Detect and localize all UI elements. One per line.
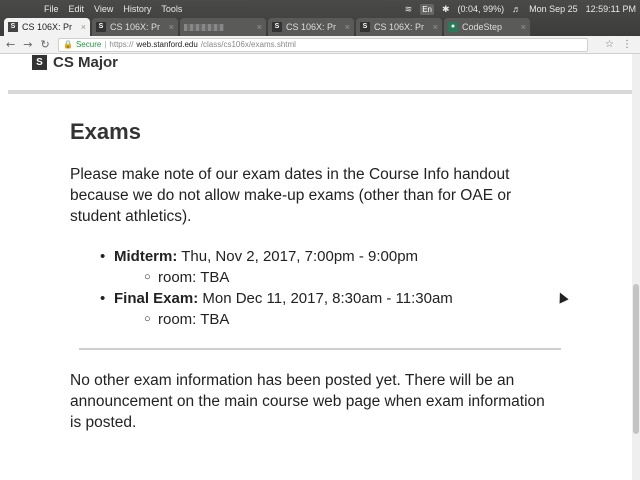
- page-title: Exams: [70, 119, 141, 144]
- browser-top-bar: [0, 0, 640, 36]
- exam-date: Thu, Nov 2, 2017, 7:00pm - 9:00pm: [177, 248, 419, 265]
- close-icon[interactable]: ×: [80, 22, 86, 32]
- language-indicator[interactable]: En: [422, 4, 432, 14]
- bookmark-star-icon[interactable]: ☆: [605, 39, 614, 50]
- close-icon[interactable]: ×: [520, 22, 526, 32]
- menu-file[interactable]: File: [44, 4, 59, 14]
- exam-details: [114, 267, 453, 288]
- secure-label: Secure: [75, 40, 102, 49]
- url-separator: |: [104, 40, 107, 49]
- menu-dots-icon[interactable]: ⋮: [622, 39, 632, 50]
- close-icon[interactable]: ×: [432, 22, 438, 32]
- tab-blurred[interactable]: [180, 18, 266, 36]
- menu-tools[interactable]: Tools: [161, 4, 183, 14]
- tab-cs106x-2[interactable]: [92, 18, 178, 36]
- stanford-favicon-icon: S: [8, 22, 18, 32]
- back-arrow-icon[interactable]: ←: [6, 38, 16, 51]
- blurred-tab-content: [184, 24, 224, 31]
- url-path: /class/cs106x/exams.shtml: [200, 40, 296, 49]
- stanford-favicon-icon: S: [360, 22, 370, 32]
- footer-paragraph: No other exam information has been posted yet. There will be an announcement on the main course web page when exam information is posted.: [70, 372, 545, 431]
- reload-icon[interactable]: ↻: [40, 38, 50, 51]
- tab-label: CS 106X: Pr: [110, 22, 161, 32]
- circle-bullet-icon: ○: [144, 313, 151, 325]
- stanford-logo-icon: S: [32, 55, 47, 70]
- tab-cs106x-3[interactable]: [268, 18, 354, 36]
- list-item: [144, 267, 453, 288]
- app-menu-bar: [44, 2, 182, 16]
- brand-label: CS Major: [53, 54, 119, 71]
- battery-status[interactable]: (0:04, 99%): [457, 4, 505, 14]
- address-bar-row: [0, 36, 640, 54]
- close-icon[interactable]: ×: [168, 22, 174, 32]
- bluetooth-icon[interactable]: ✱: [442, 3, 450, 14]
- close-icon[interactable]: ×: [344, 22, 350, 32]
- intro-paragraph: Please make note of our exam dates in the Course Info handout because we do not allow make-up exams (other than for OAE or student athletics).: [70, 166, 512, 225]
- time-label[interactable]: 12:59:11 PM: [585, 4, 636, 14]
- volume-icon[interactable]: ♬: [512, 4, 522, 14]
- content-divider: [79, 348, 561, 350]
- exam-label: Midterm:: [114, 248, 178, 265]
- exam-room: room: TBA: [158, 311, 230, 328]
- page-scrollbar[interactable]: [632, 54, 640, 480]
- menu-history[interactable]: History: [123, 4, 152, 14]
- exam-details: [114, 309, 453, 330]
- web-page: [0, 54, 632, 480]
- tab-label: CodeStep: [462, 22, 503, 32]
- tab-strip: [0, 16, 640, 36]
- circle-bullet-icon: ○: [144, 271, 151, 283]
- tab-cs106x-exams[interactable]: [4, 18, 90, 36]
- exam-label: Final Exam:: [114, 290, 199, 307]
- site-brand[interactable]: [32, 54, 118, 70]
- exam-room: room: TBA: [158, 269, 230, 286]
- nav-buttons: [6, 38, 50, 52]
- url-prefix: https://: [109, 40, 134, 49]
- menu-edit[interactable]: Edit: [68, 4, 85, 14]
- bullet-icon: •: [100, 248, 106, 265]
- system-tray: [405, 2, 636, 16]
- url-host: web.stanford.edu: [136, 40, 198, 49]
- date-label[interactable]: Mon Sep 25: [529, 4, 578, 14]
- exam-list: [100, 246, 453, 330]
- tab-cs106x-4[interactable]: [356, 18, 442, 36]
- list-item: [100, 288, 453, 330]
- stanford-favicon-icon: S: [96, 22, 106, 32]
- wifi-icon[interactable]: ≋: [404, 3, 413, 14]
- exam-date: Mon Dec 11, 2017, 8:30am - 11:30am: [198, 290, 453, 307]
- list-item: [100, 246, 453, 288]
- bullet-icon: •: [100, 290, 106, 307]
- list-item: [144, 309, 453, 330]
- close-icon[interactable]: ×: [256, 22, 262, 32]
- codestep-favicon-icon: ●: [448, 22, 458, 32]
- forward-arrow-icon[interactable]: →: [23, 38, 33, 51]
- lock-icon[interactable]: 🔒: [63, 40, 73, 49]
- stanford-favicon-icon: S: [272, 22, 282, 32]
- tab-label: CS 106X: Pr: [286, 22, 337, 32]
- tab-label: CS 106X: Pr: [22, 22, 73, 32]
- tab-codestep[interactable]: [444, 18, 530, 36]
- header-divider: [8, 90, 632, 94]
- url-field[interactable]: [58, 38, 588, 52]
- scrollbar-thumb[interactable]: [633, 284, 639, 434]
- tab-label: CS 106X: Pr: [374, 22, 425, 32]
- menu-view[interactable]: View: [94, 4, 114, 14]
- address-bar-actions: [605, 38, 632, 52]
